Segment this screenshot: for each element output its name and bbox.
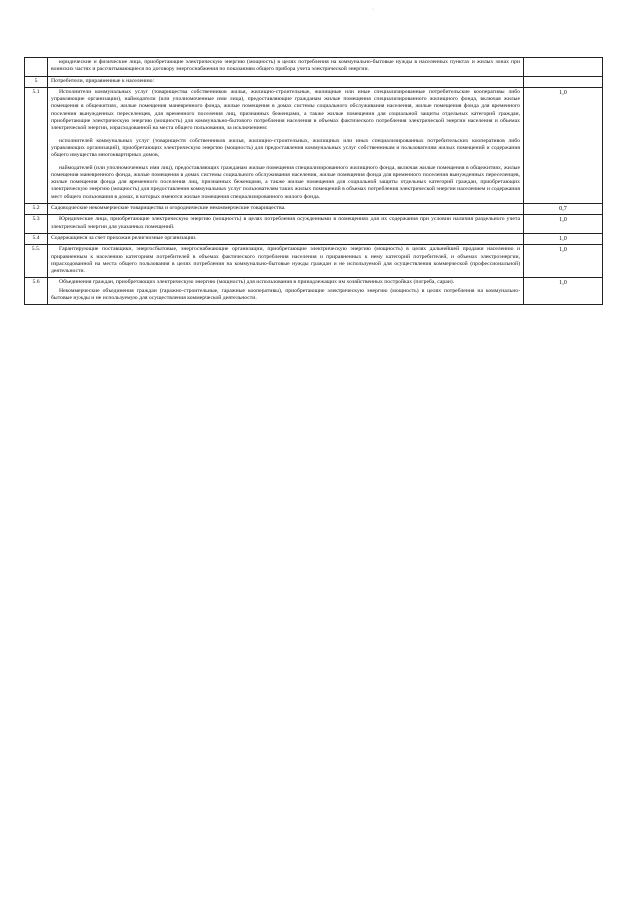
table-row <box>25 204 603 215</box>
row-coefficient: 1,0 <box>524 215 603 234</box>
row-paragraph: Исполнители коммунальных услуг (товарищества собственников жилья, жилищно-строительные, жилищные или иные специализированные потребительские кооперативы либо управляющие организации), наймодатели (или уполномоченные ими лица), предоставляющие гражданам жилые помещения специализированного жилищного фонда, включая жилые помещения в общежитиях, жилые помещения маневренного фонда, жилые помещения в домах системы социального обслуживания населения, жилые помещения фонда для временного поселения вынужденных переселенцев, для временного поселения лиц, признанных беженцами, а также жилые помещения для социальной защиты отдельных категорий граждан, приобретающие электрическую энергию (мощность) для коммунально-бытового потребления населения в объемах фактического потребления электрической энергии населения и объемах электрической энергии, израсходованной на места общего пользования, за исключением: <box>51 88 520 132</box>
row-paragraph: Содержащиеся за счет прихожан религиозные организации. <box>51 234 197 241</box>
row-description <box>48 87 524 203</box>
row-description <box>48 245 524 278</box>
page-mark: · <box>372 7 374 13</box>
row-number: 5.4 <box>25 233 48 244</box>
row-number: 5.5. <box>25 245 48 278</box>
table-row <box>25 87 603 203</box>
row-description <box>48 76 524 87</box>
table-row <box>25 233 603 244</box>
row-description <box>48 58 524 77</box>
table-row <box>25 215 603 234</box>
row-number: 5 <box>25 76 48 87</box>
table-row <box>25 58 603 77</box>
row-description <box>48 278 524 305</box>
row-number: 5.2 <box>25 204 48 215</box>
row-coefficient: 1,0 <box>524 233 603 244</box>
row-paragraph: Садоводческие некоммерческие товарищества и огороднические некоммерческие товарищества. <box>51 205 286 212</box>
tariff-table <box>24 57 603 305</box>
row-description <box>48 233 524 244</box>
row-coefficient: 1,0 <box>524 87 603 203</box>
row-number <box>25 58 48 77</box>
table-row <box>25 245 603 278</box>
row-paragraph: Потребители, приравненные к населению: <box>51 77 155 84</box>
row-paragraph: исполнителей коммунальных услуг (товариществ собственников жилья, жилищно-строительных, жилищных или иных специализированных потребительских кооперативов либо управляющих организаций), приобретающих электрическую энергию (мощность) для предоставления коммунальных услуг собственникам и пользователям жилых помещений и содержания общего имущества многоквартирных домов, <box>51 137 520 159</box>
row-number: 5.3 <box>25 215 48 234</box>
table-row <box>25 76 603 87</box>
row-number: 5.1 <box>25 87 48 203</box>
row-coefficient <box>524 76 603 87</box>
row-paragraph: Объединения граждан, приобретающих электрическую энергию (мощность) для использования в принадлежащих им хозяйственных постройках (погреба, сараи). <box>59 279 455 286</box>
row-paragraph: Юридические лица, приобретающие электрическую энергию (мощность) в целях потребления осужденными в помещениях для их содержания при условии наличия раздельного учета электрической энергии для указанных помещений. <box>51 216 520 230</box>
row-description <box>48 215 524 234</box>
row-paragraph: наймодателей (или уполномоченных ими лиц), предоставляющих гражданам жилые помещения специализированного жилищного фонда, включая жилые помещения в общежитиях, жилые помещения маневренного фонда, жилые помещения в домах системы социального обслуживания населения, жилые помещения фонда для временного поселения вынужденных переселенцев, жилые помещения фонда для временного поселения лиц, признанных беженцами, а также жилые помещения для социальной защиты отдельных категорий граждан, приобретающих электрическую энергию (мощность) для предоставления коммунальных услуг пользователям таких жилых помещений в объемах потребления электрической энергии населением и содержания мест общего пользования в домах, в которых имеются жилые помещения специализированного жилого фонда. <box>51 164 520 200</box>
table-row <box>25 278 603 305</box>
row-coefficient: 1,0 <box>524 278 603 305</box>
row-paragraph: Гарантирующие поставщики, энергосбытовые, энергоснабжающие организации, приобретающие электрическую энергию (мощность) в целях дальнейшей продажи населению и приравненным к населению категориям потребителей в объемах фактического потребления населения и приравненных к нему категорий потребителей, и объемах электроэнергии, израсходованной на места общего пользования в целях потребления на коммунально-бытовые нужды граждан и не используемой для осуществления коммерческой (профессиональной) деятельности. <box>51 246 520 275</box>
row-description <box>48 204 524 215</box>
row-coefficient: 1,0 <box>524 245 603 278</box>
row-coefficient <box>524 58 603 77</box>
row-paragraph: юридические и физические лица, приобретающие электрическую энергию (мощность) в целях потребления на коммунально-бытовые нужды в населенных пунктах и жилых зонах при воинских частях и рассчитывающиеся по договору энергоснабжения по показаниям общего прибора учета электрической энергии. <box>51 59 520 73</box>
row-number: 5.6 <box>25 278 48 305</box>
row-paragraph: Некоммерческие объединения граждан (гаражно-строительные, гаражные кооперативы), приобретающие электрическую энергию (мощность) в целях потребления на коммунально-бытовые нужды и не используемую для осуществления коммерческой деятельности. <box>51 287 520 302</box>
row-coefficient: 0,7 <box>524 204 603 215</box>
